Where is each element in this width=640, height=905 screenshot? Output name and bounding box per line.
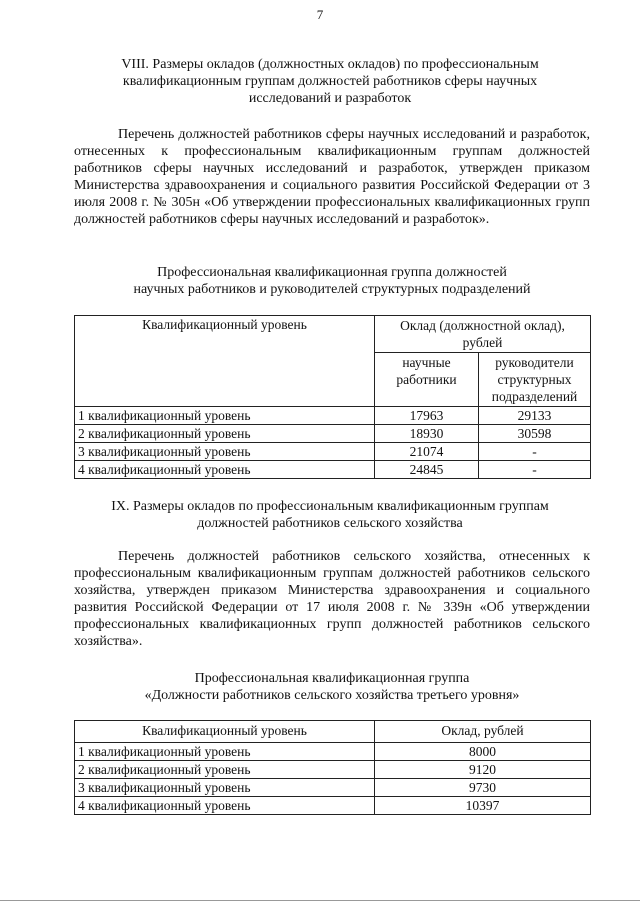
caption-line: научных работников и руководителей структурных подразделений: [133, 282, 531, 297]
section-9-heading: [90, 498, 570, 532]
salary-cell: 21074: [375, 443, 479, 461]
table-row: [75, 407, 591, 425]
salary-cell: 17963: [375, 407, 479, 425]
table-header-row: [75, 316, 591, 353]
header-salary: Оклад (должностной оклад), рублей: [375, 316, 591, 353]
table-header-row: [75, 721, 591, 743]
section-9-paragraph: Перечень должностей работников сельского хозяйства, отнесенных к профессиональным квалификационным группам должностей работников сельского хозяйства, утвержден приказом Министерства здравоохранения и социального развития Российской Федерации от 17 июля 2008 г. № 339н «Об утверждении профессиональных квалификационных групп должностей работников сельского хозяйства».: [74, 549, 590, 649]
salary-cell: -: [479, 443, 591, 461]
header-qualification-level: Квалификационный уровень: [75, 721, 375, 743]
salary-cell: 29133: [479, 407, 591, 425]
section-8-heading-line: исследований и разработок: [248, 91, 412, 106]
level-cell: 3 квалификационный уровень: [75, 779, 375, 797]
subheader-heads: руководители структурных подразделений: [479, 353, 591, 407]
level-cell: 1 квалификационный уровень: [75, 407, 375, 425]
level-cell: 1 квалификационный уровень: [75, 743, 375, 761]
level-cell: 2 квалификационный уровень: [75, 761, 375, 779]
table-row: [75, 425, 591, 443]
section-8-heading-line: VIII. Размеры окладов (должностных окладов) по профессиональным: [121, 57, 539, 72]
section-8-salary-table: [74, 315, 591, 479]
table-row: [75, 743, 591, 761]
table-row: [75, 797, 591, 815]
page-bottom-divider: [0, 900, 640, 901]
header-qualification-level: Квалификационный уровень: [75, 316, 375, 407]
level-cell: 3 квалификационный уровень: [75, 443, 375, 461]
level-cell: 4 квалификационный уровень: [75, 797, 375, 815]
section-9-salary-table: [74, 720, 591, 815]
caption-line: Профессиональная квалификационная группа должностей: [157, 265, 507, 280]
table-row: [75, 779, 591, 797]
level-cell: 2 квалификационный уровень: [75, 425, 375, 443]
section-9-heading-line: должностей работников сельского хозяйства: [197, 516, 463, 531]
table-row: [75, 461, 591, 479]
salary-cell: 24845: [375, 461, 479, 479]
salary-cell: 9120: [375, 761, 591, 779]
section-8-heading: [90, 56, 570, 107]
caption-line: Профессиональная квалификационная группа: [194, 671, 470, 686]
caption-line: «Должности работников сельского хозяйства третьего уровня»: [144, 688, 520, 703]
page-number: 7: [316, 7, 324, 22]
salary-cell: 18930: [375, 425, 479, 443]
salary-cell: 30598: [479, 425, 591, 443]
table-row: [75, 443, 591, 461]
header-salary: Оклад, рублей: [375, 721, 591, 743]
salary-cell: 8000: [375, 743, 591, 761]
subheader-scientific: научные работники: [375, 353, 479, 407]
salary-cell: 9730: [375, 779, 591, 797]
table-row: [75, 761, 591, 779]
section-9-table-caption: [74, 670, 590, 704]
section-8-heading-line: квалификационным группам должностей работников сферы научных: [122, 74, 538, 89]
section-8-table-caption: [74, 264, 590, 298]
salary-cell: 10397: [375, 797, 591, 815]
section-9-heading-line: IX. Размеры окладов по профессиональным квалификационным группам: [111, 499, 549, 514]
salary-cell: -: [479, 461, 591, 479]
level-cell: 4 квалификационный уровень: [75, 461, 375, 479]
section-8-paragraph: Перечень должностей работников сферы научных исследований и разработок, отнесенных к профессиональным квалификационным группам должностей работников сферы научных исследований и разработок, утвержден приказом Министерства здравоохранения и социального развития Российской Федерации от 3 июля 2008 г. № 305н «Об утверждении профессиональных квалификационных групп должностей работников сферы научных исследований и разработок».: [74, 127, 590, 227]
